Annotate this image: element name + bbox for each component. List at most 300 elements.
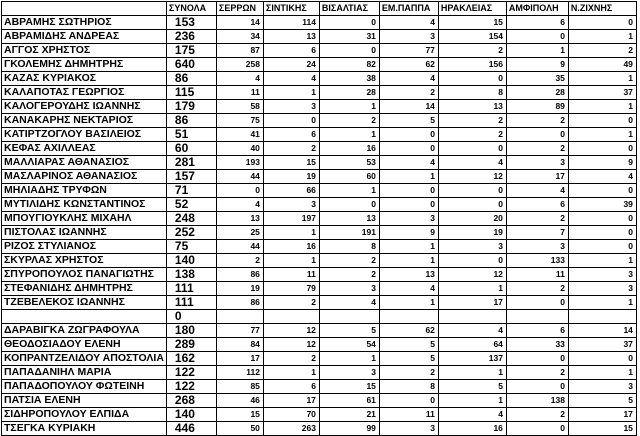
vote-cell: 1 [568, 100, 636, 114]
vote-cell [263, 310, 319, 324]
vote-cell: 1 [263, 366, 319, 380]
vote-cell: 5 [319, 324, 379, 338]
total-cell: 138 [166, 268, 216, 282]
vote-cell: 4 [438, 156, 506, 170]
vote-cell: 77 [379, 44, 438, 58]
total-cell: 153 [166, 16, 216, 30]
vote-cell: 2 [438, 114, 506, 128]
vote-cell: 79 [263, 282, 319, 296]
vote-cell: 3 [319, 282, 379, 296]
vote-cell: 0 [379, 128, 438, 142]
vote-cell: 15 [263, 156, 319, 170]
candidate-name: ΑΒΡΑΜΙΔΗΣ ΑΝΔΡΕΑΣ [2, 30, 167, 44]
vote-cell: 0 [506, 30, 568, 44]
vote-cell: 17 [216, 352, 263, 366]
vote-cell: 2 [506, 142, 568, 156]
candidate-name: ΣΠΥΡΟΠΟΥΛΟΣ ΠΑΝΑΓΙΩΤΗΣ [2, 268, 167, 282]
vote-cell: 0 [438, 198, 506, 212]
vote-cell: 0 [379, 184, 438, 198]
total-cell: 157 [166, 170, 216, 184]
vote-cell: 13 [263, 30, 319, 44]
vote-cell: 99 [319, 422, 379, 436]
vote-cell: 133 [506, 254, 568, 268]
vote-cell: 4 [438, 408, 506, 422]
vote-cell: 5 [379, 338, 438, 352]
vote-cell: 13 [216, 212, 263, 226]
vote-cell: 1 [568, 366, 636, 380]
vote-cell: 2 [319, 268, 379, 282]
header-cell-8: Ν.ΖΙΧΝΗΣ [568, 2, 636, 16]
vote-cell: 2 [263, 352, 319, 366]
vote-cell: 1 [319, 184, 379, 198]
vote-cell: 3 [568, 268, 636, 282]
header-cell-2: ΣΕΡΡΩΝ [216, 2, 263, 16]
vote-cell: 37 [568, 338, 636, 352]
vote-cell: 0 [216, 184, 263, 198]
total-cell: 175 [166, 44, 216, 58]
vote-cell: 12 [438, 268, 506, 282]
vote-cell: 1 [263, 254, 319, 268]
total-cell: 162 [166, 352, 216, 366]
candidate-name: ΚΑΤΙΡΤΖΟΓΛΟΥ ΒΑΣΙΛΕΙΟΣ [2, 128, 167, 142]
vote-cell: 0 [506, 128, 568, 142]
table-row [2, 100, 637, 114]
vote-cell: 3 [379, 212, 438, 226]
total-cell: 115 [166, 86, 216, 100]
vote-cell: 54 [319, 338, 379, 352]
vote-cell: 2 [263, 142, 319, 156]
vote-cell: 16 [438, 422, 506, 436]
vote-cell: 34 [216, 30, 263, 44]
candidate-name: ΤΣΕΓΚΑ ΚΥΡΙΑΚΗ [2, 422, 167, 436]
table-row [2, 240, 637, 254]
table-row [2, 366, 637, 380]
vote-cell: 0 [506, 352, 568, 366]
vote-cell: 6 [506, 198, 568, 212]
candidate-name: ΚΟΠΡΑΝΤΖΕΛΙΔΟΥ ΑΠΟΣΤΟΛΙΑ [2, 352, 167, 366]
vote-cell: 62 [379, 58, 438, 72]
vote-cell: 4 [379, 156, 438, 170]
total-cell: 111 [166, 296, 216, 310]
vote-cell: 6 [506, 324, 568, 338]
spreadsheet [1, 1, 637, 436]
table-row [2, 170, 637, 184]
vote-cell: 2 [379, 366, 438, 380]
total-cell: 52 [166, 198, 216, 212]
vote-cell: 24 [263, 58, 319, 72]
results-table [1, 1, 637, 436]
vote-cell: 0 [506, 296, 568, 310]
vote-cell: 41 [216, 128, 263, 142]
vote-cell: 3 [568, 380, 636, 394]
vote-cell: 154 [438, 30, 506, 44]
candidate-name: ΤΖΕΒΕΛΕΚΟΣ ΙΩΑΝΝΗΣ [2, 296, 167, 310]
vote-cell: 14 [379, 100, 438, 114]
vote-cell: 4 [506, 184, 568, 198]
header-cell-1: ΣΥΝΟΛΑ [166, 2, 216, 16]
total-cell: 122 [166, 366, 216, 380]
total-cell: 51 [166, 128, 216, 142]
table-row [2, 226, 637, 240]
candidate-name: ΜΗΛΙΑΔΗΣ ΤΡΥΦΩΝ [2, 184, 167, 198]
vote-cell: 4 [216, 198, 263, 212]
vote-cell: 44 [216, 240, 263, 254]
vote-cell: 0 [438, 184, 506, 198]
vote-cell: 37 [568, 86, 636, 100]
vote-cell: 82 [319, 58, 379, 72]
vote-cell: 11 [506, 268, 568, 282]
vote-cell: 1 [438, 366, 506, 380]
vote-cell: 138 [506, 394, 568, 408]
candidate-name: ΡΙΖΟΣ ΣΤΥΛΙΑΝΟΣ [2, 240, 167, 254]
vote-cell: 87 [216, 44, 263, 58]
vote-cell: 38 [319, 72, 379, 86]
vote-cell: 1 [568, 128, 636, 142]
vote-cell: 1 [319, 128, 379, 142]
vote-cell: 13 [319, 212, 379, 226]
vote-cell: 0 [438, 142, 506, 156]
vote-cell: 33 [506, 338, 568, 352]
vote-cell [216, 310, 263, 324]
vote-cell: 1 [263, 86, 319, 100]
vote-cell: 112 [216, 366, 263, 380]
candidate-name: ΜΥΤΙΛΙΔΗΣ ΚΩΝΣΤΑΝΤΙΝΟΣ [2, 198, 167, 212]
candidate-name: ΚΑΛΟΓΕΡΟΥΔΗΣ ΙΩΑΝΝΗΣ [2, 100, 167, 114]
total-cell: 268 [166, 394, 216, 408]
vote-cell: 14 [568, 324, 636, 338]
total-cell: 71 [166, 184, 216, 198]
vote-cell: 28 [319, 86, 379, 100]
vote-cell: 61 [319, 394, 379, 408]
vote-cell: 2 [506, 114, 568, 128]
total-cell: 180 [166, 324, 216, 338]
vote-cell: 193 [216, 156, 263, 170]
vote-cell: 64 [438, 338, 506, 352]
candidate-name: ΠΑΠΑΔΑΝΙΗΛ ΜΑΡΙΑ [2, 366, 167, 380]
vote-cell: 3 [319, 366, 379, 380]
vote-cell: 0 [379, 394, 438, 408]
vote-cell: 0 [319, 16, 379, 30]
table-row [2, 114, 637, 128]
vote-cell: 2 [568, 44, 636, 58]
vote-cell: 8 [438, 86, 506, 100]
vote-cell: 15 [438, 16, 506, 30]
vote-cell [379, 310, 438, 324]
vote-cell: 0 [568, 16, 636, 30]
total-cell: 236 [166, 30, 216, 44]
vote-cell: 2 [319, 254, 379, 268]
vote-cell: 4 [438, 324, 506, 338]
vote-cell: 58 [216, 100, 263, 114]
vote-cell: 14 [216, 16, 263, 30]
vote-cell: 0 [379, 198, 438, 212]
table-row [2, 44, 637, 58]
table-row [2, 86, 637, 100]
vote-cell: 156 [438, 58, 506, 72]
total-cell: 111 [166, 282, 216, 296]
vote-cell: 17 [438, 296, 506, 310]
vote-cell: 0 [319, 198, 379, 212]
vote-cell: 13 [379, 268, 438, 282]
vote-cell [319, 310, 379, 324]
candidate-name: ΚΑΝΑΚΑΡΗΣ ΝΕΚΤΑΡΙΟΣ [2, 114, 167, 128]
header-cell-5: ΕΜ.ΠΑΠΠΑ [379, 2, 438, 16]
vote-cell: 2 [263, 296, 319, 310]
vote-cell: 3 [263, 198, 319, 212]
vote-cell: 7 [506, 226, 568, 240]
table-body [2, 16, 637, 436]
candidate-name: ΜΑΛΛΙΑΡΑΣ ΑΘΑΝΑΣΙΟΣ [2, 156, 167, 170]
table-row [2, 408, 637, 422]
header-cell-7: ΑΜΦΙΠΟΛΗ [506, 2, 568, 16]
vote-cell: 2 [506, 408, 568, 422]
vote-cell: 1 [319, 100, 379, 114]
total-cell: 248 [166, 212, 216, 226]
table-row [2, 394, 637, 408]
vote-cell: 49 [568, 58, 636, 72]
candidate-name: ΣΙΔΗΡΟΠΟΥΛΟΥ ΕΛΠΙΔΑ [2, 408, 167, 422]
table-row [2, 198, 637, 212]
vote-cell: 4 [379, 72, 438, 86]
vote-cell: 17 [263, 394, 319, 408]
vote-cell: 84 [216, 338, 263, 352]
vote-cell: 13 [438, 100, 506, 114]
vote-cell: 1 [438, 394, 506, 408]
vote-cell: 6 [263, 44, 319, 58]
total-cell: 140 [166, 408, 216, 422]
vote-cell: 8 [319, 240, 379, 254]
vote-cell: 8 [379, 380, 438, 394]
vote-cell: 11 [216, 86, 263, 100]
table-row [2, 282, 637, 296]
vote-cell: 70 [263, 408, 319, 422]
candidate-name: ΑΓΓΟΣ ΧΡΗΣΤΟΣ [2, 44, 167, 58]
vote-cell: 0 [568, 226, 636, 240]
table-row [2, 268, 637, 282]
vote-cell: 137 [438, 352, 506, 366]
header-row [2, 2, 637, 16]
candidate-name: ΘΕΟΔΟΣΙΑΔΟΥ ΕΛΕΝΗ [2, 338, 167, 352]
total-cell: 86 [166, 72, 216, 86]
candidate-name: ΠΑΤΣΙΑ ΕΛΕΝΗ [2, 394, 167, 408]
vote-cell: 12 [263, 338, 319, 352]
vote-cell: 6 [263, 128, 319, 142]
vote-cell: 263 [263, 422, 319, 436]
vote-cell: 4 [319, 296, 379, 310]
vote-cell: 4 [216, 72, 263, 86]
vote-cell: 9 [379, 226, 438, 240]
vote-cell: 2 [438, 128, 506, 142]
vote-cell: 19 [263, 170, 319, 184]
vote-cell: 2 [216, 254, 263, 268]
vote-cell: 16 [263, 240, 319, 254]
vote-cell: 1 [379, 254, 438, 268]
header-cell-3: ΣΙΝΤΙΚΗΣ [263, 2, 319, 16]
vote-cell: 11 [379, 408, 438, 422]
table-row [2, 16, 637, 30]
vote-cell: 4 [263, 72, 319, 86]
vote-cell: 31 [319, 30, 379, 44]
vote-cell: 1 [568, 296, 636, 310]
table-row [2, 184, 637, 198]
vote-cell: 86 [216, 268, 263, 282]
table-row [2, 296, 637, 310]
vote-cell: 50 [216, 422, 263, 436]
total-cell: 179 [166, 100, 216, 114]
candidate-name: ΚΑΛΑΠΟΤΑΣ ΓΕΩΡΓΙΟΣ [2, 86, 167, 100]
vote-cell: 0 [568, 184, 636, 198]
vote-cell: 16 [319, 142, 379, 156]
vote-cell: 6 [506, 16, 568, 30]
vote-cell: 1 [379, 170, 438, 184]
vote-cell: 53 [319, 156, 379, 170]
vote-cell: 35 [506, 72, 568, 86]
vote-cell: 2 [506, 212, 568, 226]
vote-cell: 39 [568, 198, 636, 212]
vote-cell: 5 [568, 394, 636, 408]
vote-cell: 86 [216, 296, 263, 310]
candidate-name: ΠΙΣΤΟΛΑΣ ΙΩΑΝΝΗΣ [2, 226, 167, 240]
table-row [2, 142, 637, 156]
vote-cell: 3 [506, 240, 568, 254]
vote-cell: 2 [506, 282, 568, 296]
vote-cell: 1 [379, 296, 438, 310]
vote-cell: 3 [379, 30, 438, 44]
vote-cell: 44 [216, 170, 263, 184]
vote-cell: 9 [568, 156, 636, 170]
candidate-name: ΜΠΟΥΓΙΟΥΚΛΗΣ ΜΙΧΑΗΛ [2, 212, 167, 226]
vote-cell: 258 [216, 58, 263, 72]
vote-cell: 21 [319, 408, 379, 422]
vote-cell: 1 [568, 72, 636, 86]
total-cell: 0 [166, 310, 216, 324]
total-cell: 640 [166, 58, 216, 72]
vote-cell: 0 [506, 380, 568, 394]
vote-cell: 15 [216, 408, 263, 422]
vote-cell: 89 [506, 100, 568, 114]
vote-cell: 15 [568, 422, 636, 436]
vote-cell: 77 [216, 324, 263, 338]
total-cell: 86 [166, 114, 216, 128]
vote-cell: 2 [506, 366, 568, 380]
vote-cell: 6 [263, 380, 319, 394]
vote-cell: 1 [379, 240, 438, 254]
vote-cell: 46 [216, 394, 263, 408]
total-cell: 289 [166, 338, 216, 352]
header-cell-name [2, 2, 167, 16]
vote-cell: 75 [216, 114, 263, 128]
vote-cell: 1 [506, 44, 568, 58]
vote-cell: 191 [319, 226, 379, 240]
vote-cell: 1 [438, 282, 506, 296]
vote-cell: 28 [506, 86, 568, 100]
vote-cell: 3 [568, 282, 636, 296]
vote-cell: 2 [379, 86, 438, 100]
vote-cell: 5 [379, 114, 438, 128]
vote-cell: 4 [379, 282, 438, 296]
vote-cell: 197 [263, 212, 319, 226]
vote-cell: 2 [438, 44, 506, 58]
table-row [2, 156, 637, 170]
vote-cell: 0 [568, 352, 636, 366]
table-row [2, 352, 637, 366]
vote-cell: 0 [438, 72, 506, 86]
table-row [2, 254, 637, 268]
vote-cell: 66 [263, 184, 319, 198]
vote-cell: 0 [438, 254, 506, 268]
table-row [2, 58, 637, 72]
candidate-name: ΣΚΥΡΛΑΣ ΧΡΗΣΤΟΣ [2, 254, 167, 268]
vote-cell: 4 [568, 170, 636, 184]
vote-cell: 15 [319, 380, 379, 394]
vote-cell: 3 [506, 156, 568, 170]
vote-cell: 12 [263, 324, 319, 338]
vote-cell: 9 [506, 58, 568, 72]
candidate-name: ΣΤΕΦΑΝΙΔΗΣ ΔΗΜΗΤΡΗΣ [2, 282, 167, 296]
vote-cell: 17 [506, 170, 568, 184]
total-cell: 446 [166, 422, 216, 436]
candidate-name: ΓΚΟΛΕΜΗΣ ΔΗΜΗΤΡΗΣ [2, 58, 167, 72]
vote-cell: 0 [568, 142, 636, 156]
vote-cell: 0 [506, 422, 568, 436]
candidate-name: ΠΑΠΑΔΟΠΟΥΛΟΥ ΦΩΤΕΙΝΗ [2, 380, 167, 394]
vote-cell [568, 310, 636, 324]
candidate-name [2, 310, 167, 324]
vote-cell: 20 [438, 212, 506, 226]
vote-cell: 1 [263, 226, 319, 240]
vote-cell: 17 [568, 408, 636, 422]
vote-cell: 1 [568, 254, 636, 268]
table-row [2, 324, 637, 338]
vote-cell: 0 [263, 114, 319, 128]
total-cell: 75 [166, 240, 216, 254]
vote-cell: 3 [263, 100, 319, 114]
vote-cell: 19 [438, 226, 506, 240]
vote-cell: 11 [263, 268, 319, 282]
table-row [2, 338, 637, 352]
total-cell: 281 [166, 156, 216, 170]
vote-cell: 60 [319, 170, 379, 184]
candidate-name: ΑΒΡΑΜΗΣ ΣΩΤΗΡΙΟΣ [2, 16, 167, 30]
total-cell: 140 [166, 254, 216, 268]
table-row [2, 380, 637, 394]
table-row [2, 72, 637, 86]
table-row [2, 212, 637, 226]
vote-cell: 1 [568, 30, 636, 44]
vote-cell: 12 [438, 170, 506, 184]
vote-cell [438, 310, 506, 324]
vote-cell: 0 [379, 142, 438, 156]
vote-cell: 0 [568, 212, 636, 226]
vote-cell: 40 [216, 142, 263, 156]
header-cell-6: ΗΡΑΚΛΕΙΑΣ [438, 2, 506, 16]
total-cell: 60 [166, 142, 216, 156]
vote-cell: 2 [319, 114, 379, 128]
table-row [2, 30, 637, 44]
vote-cell: 1 [319, 352, 379, 366]
table-row [2, 128, 637, 142]
candidate-name: ΔΑΡΑΒΙΓΚΑ ΖΩΓΡΑΦΟΥΛΑ [2, 324, 167, 338]
candidate-name: ΚΑΖΑΣ ΚΥΡΙΑΚΟΣ [2, 72, 167, 86]
vote-cell: 85 [216, 380, 263, 394]
vote-cell [506, 310, 568, 324]
header-cell-4: ΒΙΣΑΛΤΙΑΣ [319, 2, 379, 16]
vote-cell: 3 [438, 240, 506, 254]
total-cell: 122 [166, 380, 216, 394]
vote-cell: 114 [263, 16, 319, 30]
vote-cell: 0 [568, 114, 636, 128]
vote-cell: 3 [379, 422, 438, 436]
